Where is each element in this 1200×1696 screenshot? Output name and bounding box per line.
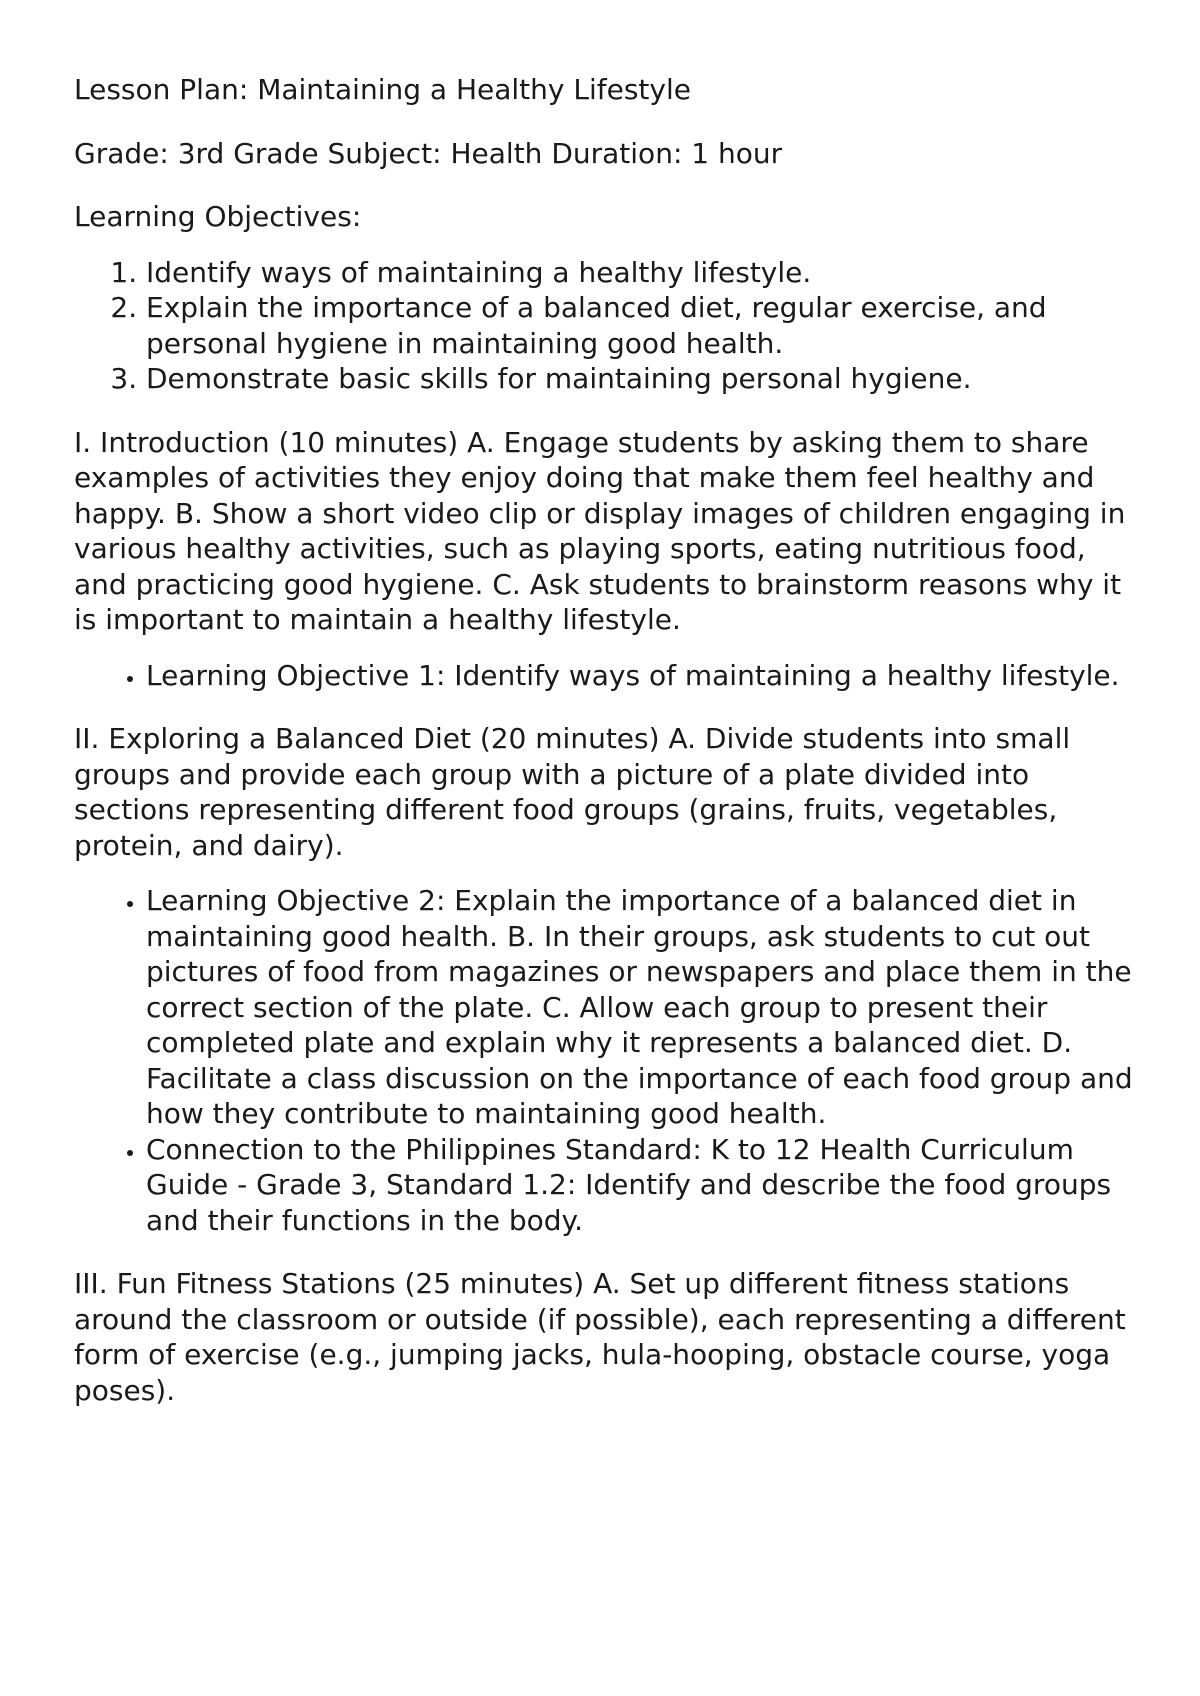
balanced-diet-paragraph: II. Exploring a Balanced Diet (20 minutes) A. Divide students into small groups and provide each group with a picture of a plate divided into sections representing different food groups (grains, fruits, vegetables, protein, and dairy). — [74, 722, 1071, 862]
objective-item: 2. Explain the importance of a balanced diet, regular exercise, and personal hygiene in maintaining good health. — [146, 290, 1144, 361]
objective-item: 1. Identify ways of maintaining a healthy lifestyle. — [146, 255, 1144, 291]
document-title: Lesson Plan: Maintaining a Healthy Lifestyle — [74, 73, 691, 106]
introduction-paragraph: I. Introduction (10 minutes) A. Engage students by asking them to share examples of activities they enjoy doing that make them feel healthy and happy. B. Show a short video clip or display images of children engaging in various healthy activities, such as playing sports, eating nutritious food, and practicing good hygiene. C. Ask students to brainstorm reasons why it is important to maintain a healthy lifestyle. — [74, 425, 1126, 636]
objectives-heading: Learning Objectives: — [74, 200, 362, 233]
objectives-list — [74, 255, 1144, 397]
objective-item: 3. Demonstrate basic skills for maintaining personal hygiene. — [146, 361, 1144, 397]
bullet-item: • Learning Objective 2: Explain the importance of a balanced diet in maintaining good health. B. In their groups, ask students to cut out pictures of food from magazines or newspapers and place them in the correct section of the plate. C. Allow each group to present their completed plate and explain why it represents a balanced diet. D. Facilitate a class discussion on the importance of each food group and how they contribute to maintaining good health. — [146, 883, 1144, 1132]
introduction-bullets — [74, 658, 1144, 694]
fitness-stations-paragraph: III. Fun Fitness Stations (25 minutes) A. Set up different fitness stations around the classroom or outside (if possible), each representing a different form of exercise (e.g., jumping jacks, hula-hooping, obstacle course, yoga poses). — [74, 1267, 1126, 1407]
document-body — [74, 72, 1144, 1436]
lesson-meta: Grade: 3rd Grade Subject: Health Duration: 1 hour — [74, 136, 783, 170]
balanced-diet-bullets — [74, 883, 1144, 1238]
bullet-item: • Connection to the Philippines Standard: K to 12 Health Curriculum Guide - Grade 3, Standard 1.2: Identify and describe the food groups and their functions in the body. — [146, 1132, 1144, 1239]
bullet-item: • Learning Objective 1: Identify ways of maintaining a healthy lifestyle. — [146, 658, 1144, 694]
